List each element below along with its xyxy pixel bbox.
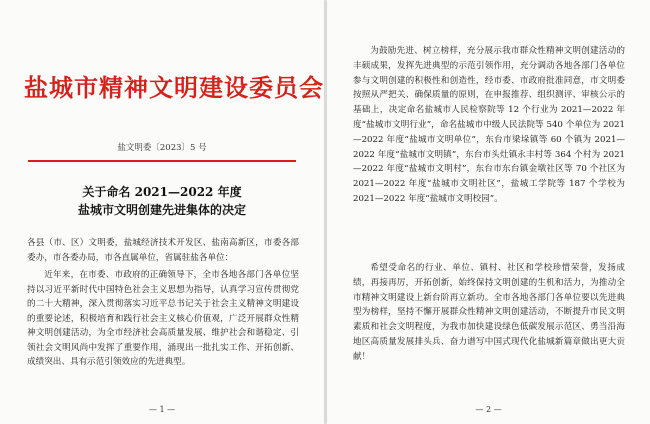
organization-title: 盐城市精神文明建设委员会 bbox=[24, 74, 324, 102]
page-number-1: — 1 — bbox=[148, 405, 176, 414]
document-page-2 bbox=[327, 0, 650, 424]
red-divider-line bbox=[28, 160, 296, 162]
recipients-paragraph: 各县（市、区）文明委，盐城经济技术开发区、盐南高新区，市委各部委办，市各委办局，市各直属单位，省属驻盐各单位： bbox=[27, 238, 299, 263]
document-heading-line-2: 盐城市文明创建先进集体的决定 bbox=[77, 203, 246, 217]
page-number-2: — 2 — bbox=[475, 405, 502, 414]
document-page-1 bbox=[0, 0, 324, 424]
body-paragraph-1: 近年来，在市委、市政府的正确领导下，全市各地各部门各单位坚持以习近平新时代中国特色社会主义思想为指导，认真学习宣传贯彻党的二十大精神，深入贯彻落实习近平总书记关于社会主义精神文明建设的重要论述，积极培育和践行社会主义核心价值观，广泛开展群众性精神文明创建活动，为全市经济社会高质量发展、维护社会和谐稳定、引领社会文明风尚中发挥了重要作用，涌现出一批扎实工作、开拓创新、成绩突出、具有示范引领效应的先进典型。 bbox=[27, 270, 299, 367]
document-heading-line-1: 关于命名 2021—2022 年度 bbox=[82, 185, 242, 199]
document-number: 盐文明委〔2023〕5 号 bbox=[117, 143, 207, 153]
body-paragraph-3: 希望受命名的行业、单位、镇村、社区和学校珍惜荣誉，发扬成绩，再接再厉，开拓创新，始终保持文明创建的生机和活力，为推动全市精神文明建设上新台阶再立新功。全市各地各部门各单位要以先进典型为榜样，坚持不懈开展群众性精神文明创建活动，不断提升市民文明素质和社会文明程度，为我市加快建设绿色低碳发展示范区、勇当沿海地区高质量发展排头兵、奋力谱写中国式现代化盐城新篇章做出更大贡献！ bbox=[353, 263, 625, 362]
body-paragraph-2: 为鼓励先进、树立榜样，充分展示我市群众性精神文明创建活动的丰硕成果，发挥先进典型的示范引领作用，充分调动各地各部门各单位参与文明创建的积极性和创造性，经市委、市政府批准同意，市文明委按照从严把关、确保质量的原则，在申报推荐、组织测评、审核公示的基础上，决定命名盐城市人民检察院等 12 个行业为 2021—2022 年度“盐城市文明行业”，命名盐城市中级人民法院等 540 个单位为 2021—2022 年度“盐城市文明单位”，东台市梁垛镇等 60 个镇为 2021—2022 年度“盐城市文明镇”，东台市头灶镇永丰村等 364 个村为 2021—2022 年度“盐城市文明村”，东台市东台镇金墩社区等 70 个社区为 2021—2022 年度“盐城市文明社区”，盐城工学院等 187 个学校为 2021—2022 年度“盐城市文明校园”。 bbox=[353, 46, 625, 204]
